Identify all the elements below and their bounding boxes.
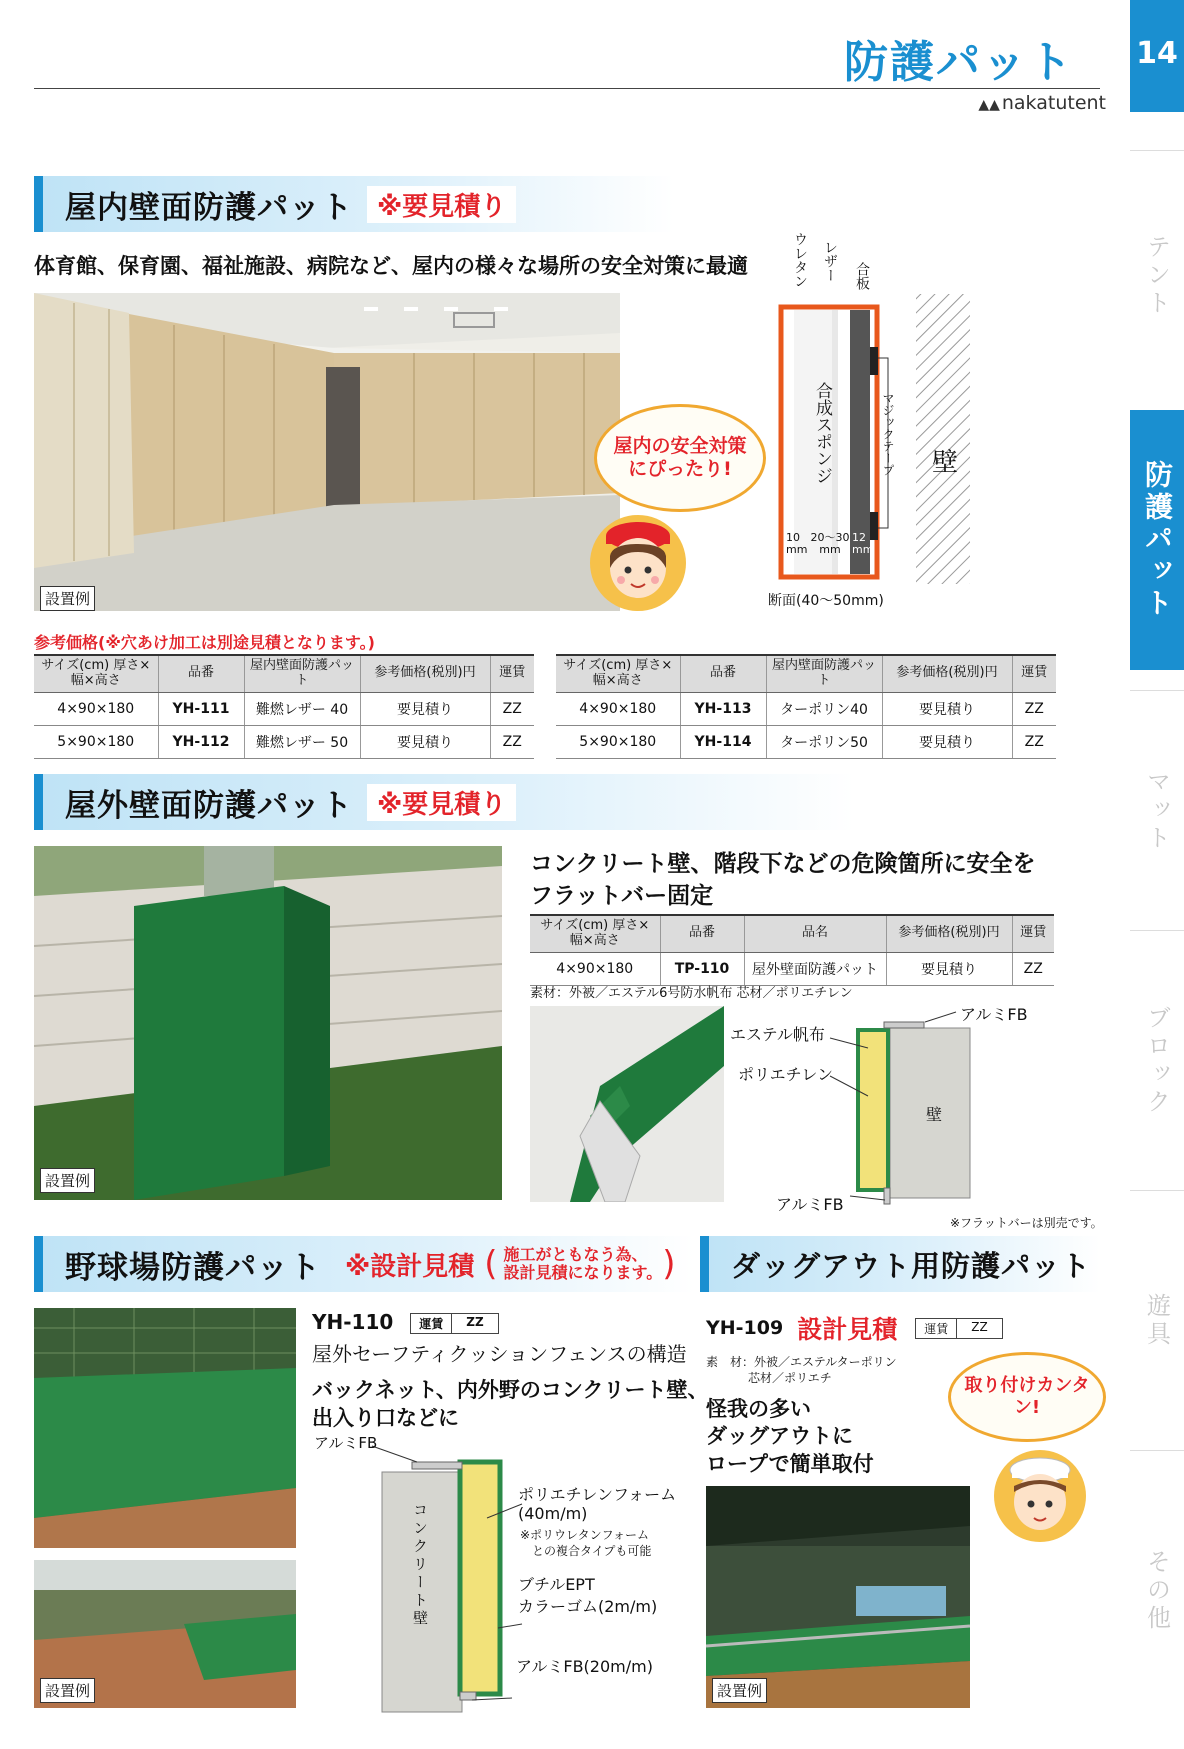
label-pe: ポリエチレン [738,1065,833,1084]
dim-20-30mm: 20〜30 mm [810,531,850,557]
indoor-room-image [34,293,620,611]
th-model: 品番 [680,655,766,692]
baseball-fence-image [34,1308,296,1548]
th-price: 参考価格(税別)円 [886,915,1012,952]
indoor-section-header [34,176,674,232]
indoor-table-right [556,654,1056,759]
dugout-model-row [706,1310,1003,1346]
indoor-lead: 体育館、保育園、福祉施設、病院など、屋内の様々な場所の安全対策に最適 [34,254,748,278]
baseball-note: ※設計見積 [345,1251,475,1282]
dugout-photo-label: 設置例 [712,1678,767,1703]
brand [978,92,1106,114]
dugout-lead2: ダッグアウトに [706,1424,853,1449]
cell-model: YH-114 [680,725,766,758]
dugout-model: YH-109 [706,1317,784,1339]
cell-price: 要見積り [886,952,1012,985]
label-rubber1: ブチルEPT [518,1575,595,1594]
cell-size: 4×90×180 [530,952,660,985]
dugout-lead3: ロープで簡単取付 [706,1451,874,1476]
header-rule [34,88,1100,89]
th-size: サイズ(cm) 厚さ×幅×高さ [556,655,680,692]
dugout-lead [706,1396,874,1478]
fare-value: ZZ [451,1314,497,1333]
cell-fare: ZZ [1012,725,1056,758]
outdoor-section-diagram [730,1000,1110,1220]
label-foam-note2: との複合タイプも可能 [532,1544,652,1558]
th-size: サイズ(cm) 厚さ×幅×高さ [34,655,158,692]
th-product: 屋内壁面防護パット [244,655,360,692]
label-foam-note1: ※ポリウレタンフォーム [520,1528,649,1542]
th-model: 品番 [158,655,244,692]
th-fare: 運賃 [1012,655,1056,692]
cell-product: 難燃レザー 40 [244,692,360,725]
cell-price: 要見積り [360,725,490,758]
price-note: 参考価格(※穴あけ加工は別途見積となります。) [34,633,375,652]
outdoor-wall-image [34,846,502,1200]
cell-fare: ZZ [1012,952,1054,985]
baseball-photo-label: 設置例 [40,1678,95,1703]
table-row [556,692,1056,725]
baseball-note-line2: 設計見積になります。 [503,1263,663,1282]
cell-model: YH-113 [680,692,766,725]
outdoor-footnote: ※フラットバーは別売です。 [950,1216,1103,1230]
cell-price: 要見積り [882,725,1012,758]
baseball-note-line1: 施工がともなう為、 [503,1244,648,1264]
cell-model: TP-110 [660,952,744,985]
baseball-section-svg [312,1432,692,1722]
outdoor-material: 素材：外被／エステル6号防水帆布 芯材／ポリエチレン [530,986,853,1001]
label-fb-bottom: アルミFB(20m/m) [516,1657,653,1676]
label-foam: ポリエチレンフォーム [518,1485,677,1504]
cell-size: 5×90×180 [34,725,158,758]
label-concrete-wall: コンクリート壁 [411,1502,429,1628]
cell-model: YH-111 [158,692,244,725]
dugout-material1: 素 材：外被／エステルターポリン [706,1355,897,1369]
cell-model: YH-112 [158,725,244,758]
th-product: 屋内壁面防護パット [766,655,882,692]
cell-size: 5×90×180 [556,725,680,758]
boy-mascot [992,1446,1088,1546]
label-foam-thk: (40m/m) [518,1504,588,1523]
paren-close-icon: ) [662,1244,676,1284]
cell-price: 要見積り [882,692,1012,725]
baseball-model-row [312,1310,499,1334]
outdoor-section-header [34,774,854,830]
tab-pad[interactable]: 防護パット [1130,410,1184,670]
outdoor-photo [34,846,502,1200]
table-row [34,692,534,725]
label-fb-top: アルミFB [960,1005,1028,1024]
label-wall: 壁 [932,448,959,478]
th-model: 品番 [660,915,744,952]
outdoor-title: 屋外壁面防護パット [65,787,353,824]
dugout-image [706,1486,970,1708]
indoor-section-diagram [770,232,970,612]
baseball-line2a: バックネット、内外野のコンクリート壁、 [312,1378,709,1402]
baseball-note-small [504,1246,663,1283]
outdoor-table [530,914,1054,986]
label-velcro: マジックテープ [881,392,895,476]
outdoor-photo-label: 設置例 [40,1168,95,1193]
cell-size: 4×90×180 [34,692,158,725]
page-number: 14 [1130,0,1184,112]
boy-mascot-icon [992,1446,1088,1546]
section-caption: 断面(40〜50mm) [768,593,884,609]
fare-label: 運賃 [924,1321,949,1336]
dugout-note: 設計見積 [797,1315,898,1344]
fare-value: ZZ [956,1319,1001,1338]
baseball-fare-tag [410,1313,498,1334]
dugout-material [706,1354,897,1386]
outdoor-note: ※要見積り [367,784,516,821]
indoor-photo-label: 設置例 [40,586,95,611]
cell-product: ターポリン40 [766,692,882,725]
label-urethane: ウレタン [792,232,808,288]
cell-price: 要見積り [360,692,490,725]
cell-product: ターポリン50 [766,725,882,758]
dugout-title: ダッグアウト用防護パット [731,1248,1092,1283]
tab-mat[interactable]: マット [1130,690,1184,930]
table-row [34,725,534,758]
label-wall: 壁 [926,1105,943,1124]
dugout-section-header [700,1236,1100,1292]
cell-fare: ZZ [490,692,534,725]
th-price: 参考価格(税別)円 [360,655,490,692]
cell-product: 屋外壁面防護パット [744,952,886,985]
cell-product: 難燃レザー 50 [244,725,360,758]
outdoor-lead-line2: フラットバー固定 [530,883,714,910]
outdoor-lead-line1: コンクリート壁、階段下などの危険箇所に安全を [530,851,1036,877]
baseball-section-header [34,1236,694,1292]
outdoor-detail-photo [530,1006,724,1202]
dim-12mm: 12 mm [852,531,874,557]
tab-tent[interactable]: テント [1130,150,1184,400]
baseball-photo-1 [34,1308,296,1548]
dugout-lead1: 怪我の多い [706,1397,811,1421]
dim-10mm: 10 mm [786,531,808,557]
th-fare: 運賃 [490,655,534,692]
page-title: 防護パット [844,37,1074,88]
cell-size: 4×90×180 [556,692,680,725]
indoor-photo [34,293,620,611]
baseball-model: YH-110 [312,1310,394,1334]
label-fb-top: アルミFB [314,1434,378,1452]
th-fare: 運賃 [1012,915,1054,952]
baseball-section-diagram [312,1432,692,1722]
label-canvas: エステル帆布 [730,1025,825,1044]
th-product: 品名 [744,915,886,952]
girl-mascot [588,508,688,618]
baseball-line2b: 出入り口などに [312,1406,459,1431]
baseball-line2 [312,1376,708,1433]
indoor-note: ※要見積り [367,186,516,223]
indoor-title: 屋内壁面防護パット [65,189,353,226]
th-size: サイズ(cm) 厚さ×幅×高さ [530,915,660,952]
brand-mark-icon: ▲▲ [978,97,1000,113]
table-row [556,725,1056,758]
dugout-photo [706,1486,970,1708]
label-sponge: 合成スポンジ [812,382,832,484]
cell-fare: ZZ [490,725,534,758]
baseball-title: 野球場防護パット [65,1249,321,1286]
dugout-material2: 芯材／ポリエチ [748,1371,832,1386]
fare-label: 運賃 [419,1317,444,1331]
table-row [530,952,1054,985]
dugout-bubble: 取り付けカンタン! [948,1352,1106,1442]
outdoor-lead [530,848,1036,912]
tab-play[interactable]: 遊具 [1130,1190,1184,1450]
outdoor-detail-image [530,1006,724,1202]
indoor-table-left [34,654,534,759]
label-fb-bottom: アルミFB [776,1195,844,1214]
tab-other[interactable]: その他 [1130,1450,1184,1730]
brand-name: nakatutent [1001,92,1106,114]
label-plywood: 合板 [854,262,870,290]
indoor-bubble: 屋内の安全対策にぴったり! [594,404,766,512]
label-rubber2: カラーゴム(2m/m) [518,1597,658,1616]
paren-open-icon: ( [484,1244,498,1284]
girl-mascot-icon [588,508,688,618]
th-price: 参考価格(税別)円 [882,655,1012,692]
tab-block[interactable]: ブロック [1130,930,1184,1190]
cell-fare: ZZ [1012,692,1056,725]
dugout-fare-tag [915,1318,1002,1339]
baseball-line1: 屋外セーフティクッションフェンスの構造 [312,1342,687,1366]
label-leather: レザー [822,240,838,282]
